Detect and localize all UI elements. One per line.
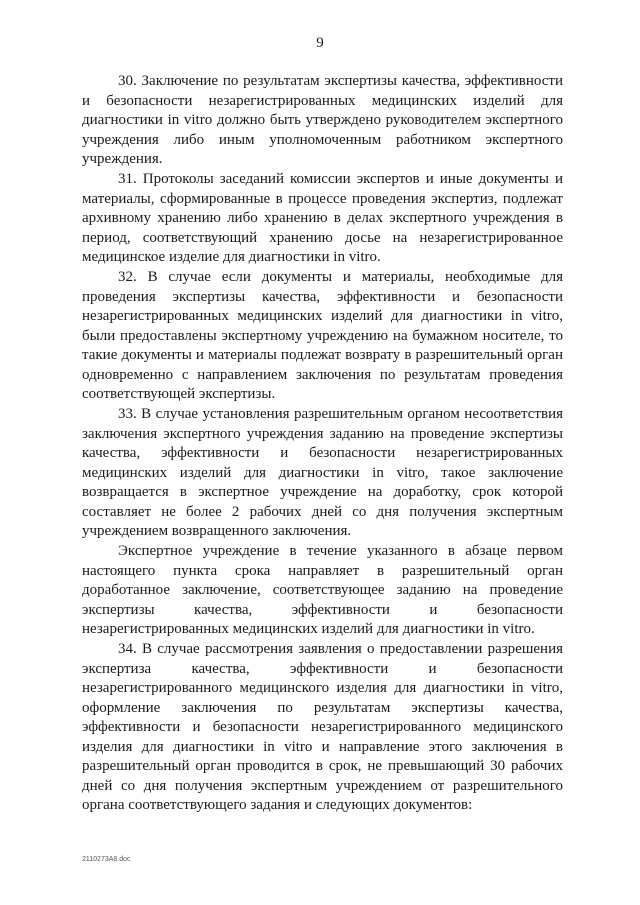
- paragraph-32: 32. В случае если документы и материалы, необходимые для проведения экспертизы качества, эффективности и безопасности незарегистрированных медицинских изделий для диагностики in vitro, были предоставлены экспертному учреждению на бумажном носителе, то такие документы и материалы подлежат возврату в разрешительный орган одновременно с направлением заключения по результатам проведения соответствующей экспертизы.: [82, 269, 563, 402]
- paragraph-34: 34. В случае рассмотрения заявления о предоставлении разрешения экспертиза качества, эффективности и безопасности незарегистрированного медицинского изделия для диагностики in vitro, оформление заключения по результатам экспертизы качества, эффективности и безопасности незарегистрированного медицинского изделия для диагностики in vitro и направление этого заключения в разрешительный орган проводится в срок, не превышающий 30 рабочих дней со дня получения экспертным учреждением от разрешительного органа соответствующего задания и следующих документов:: [82, 641, 563, 813]
- document-body: [82, 72, 563, 816]
- paragraph-31: 31. Протоколы заседаний комиссии экспертов и иные документы и материалы, сформированные в процессе проведения экспертиз, подлежат архивному хранению либо хранению в делах экспертного учреждения в период, соответствующий хранению досье на незарегистрированное медицинское изделие для диагностики in vitro.: [82, 171, 563, 265]
- document-file-code: 2110273А8.doc: [82, 856, 131, 863]
- page-number: 9: [316, 35, 324, 51]
- paragraph-30: 30. Заключение по результатам экспертизы качества, эффективности и безопасности незарегистрированных медицинских изделий для диагностики in vitro должно быть утверждено руководителем экспертного учреждения либо иным уполномоченным работником экспертного учреждения.: [82, 73, 563, 167]
- paragraph-33-continuation: Экспертное учреждение в течение указанного в абзаце первом настоящего пункта срока направляет в разрешительный орган доработанное заключение, соответствующее заданию на проведение экспертизы качества, эффективности и безопасности незарегистрированных медицинских изделий для диагностики in vitro.: [82, 543, 563, 637]
- paragraph-33: 33. В случае установления разрешительным органом несоответствия заключения экспертного учреждения заданию на проведение экспертизы качества, эффективности и безопасности незарегистрированных медицинских изделий для диагностики in vitro, такое заключение возвращается в экспертное учреждение на доработку, срок которой составляет не более 2 рабочих дней со дня получения экспертным учреждением возвращенного заключения.: [82, 406, 563, 539]
